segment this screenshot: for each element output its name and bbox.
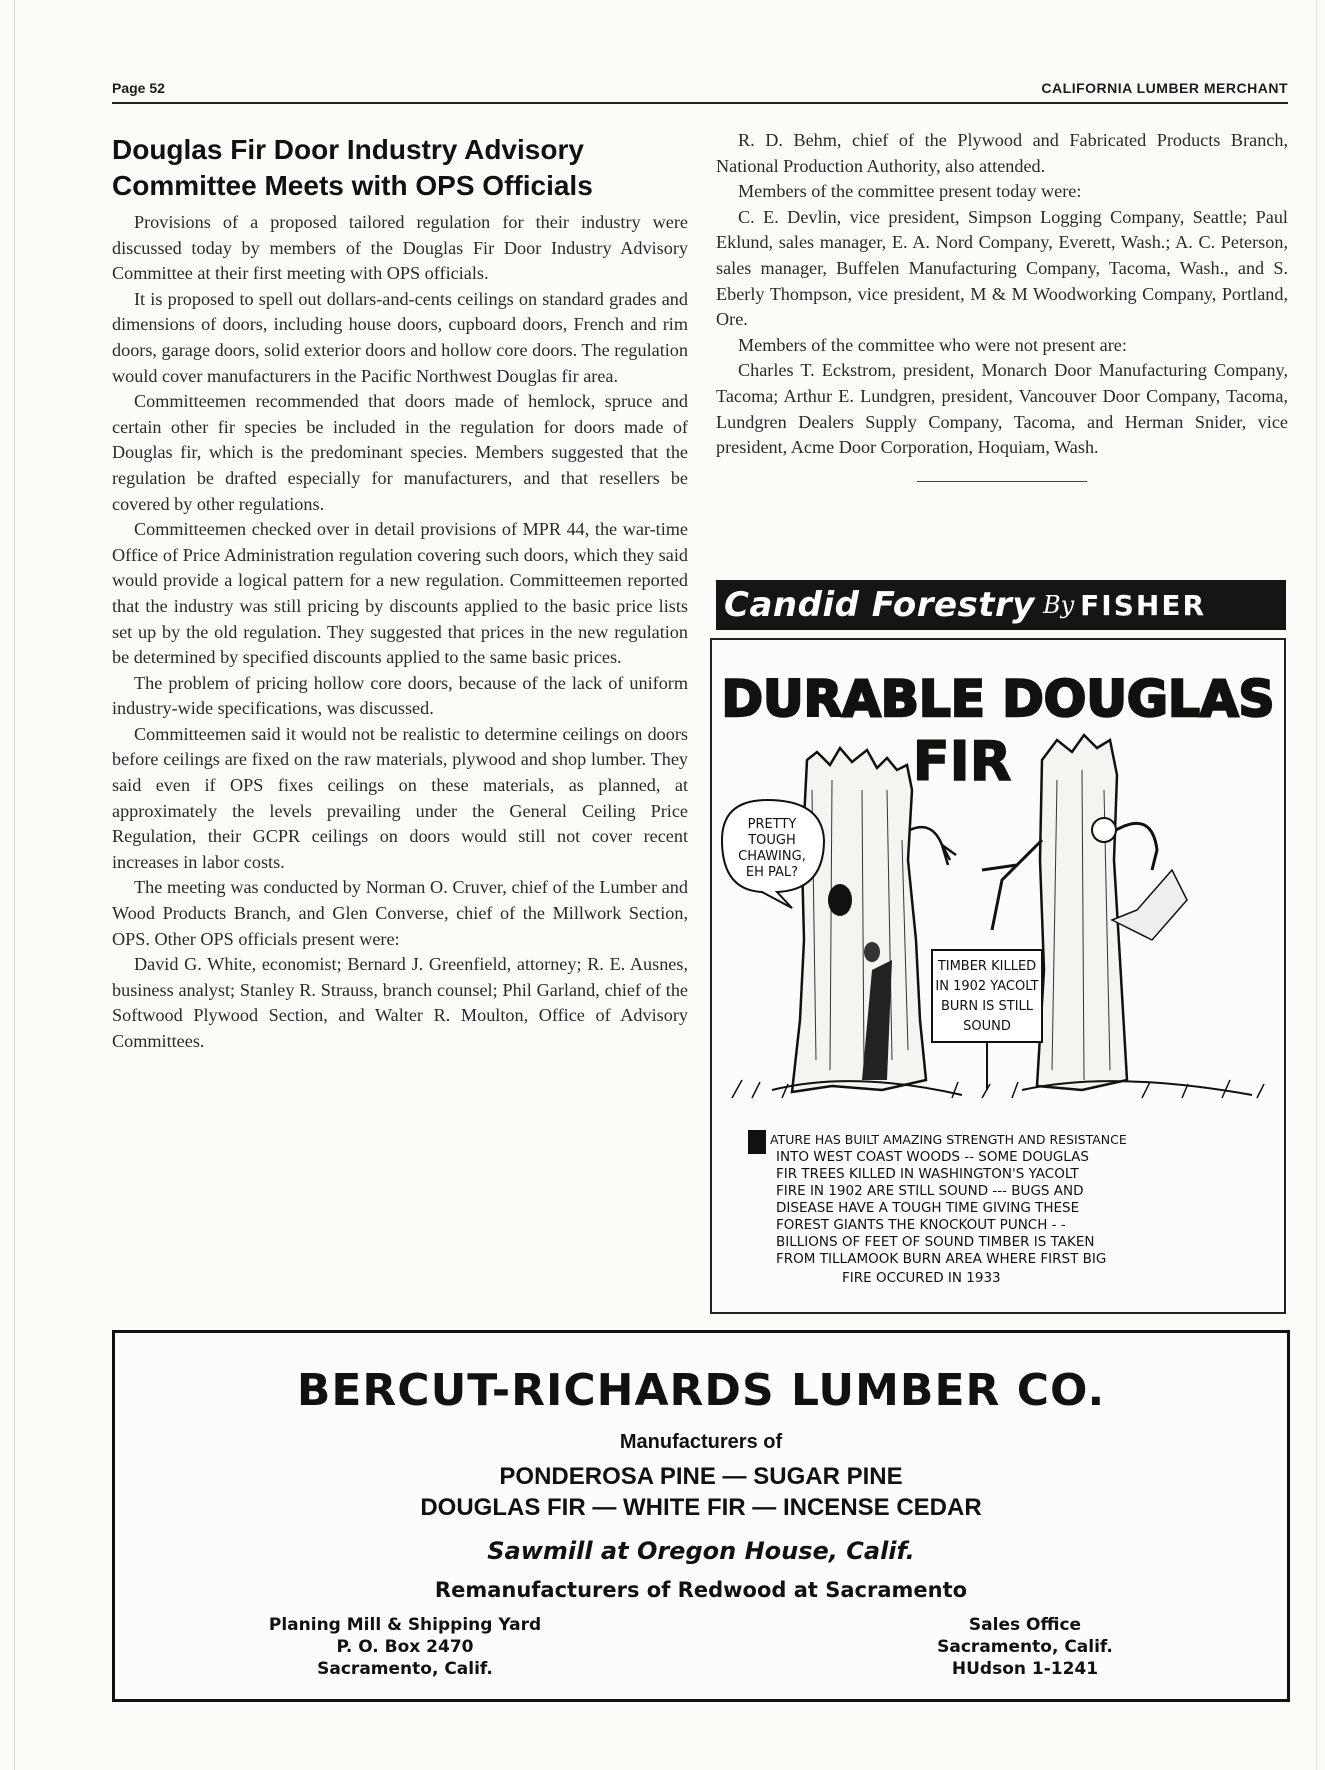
article-paragraph: R. D. Behm, chief of the Plywood and Fabricated Products Branch, National Production Authority, also attended. [716, 130, 1288, 176]
ad-products-line-1: PONDEROSA PINE — SUGAR PINE [499, 1463, 903, 1490]
cartoon-caption [748, 1130, 1127, 1286]
ad-remanufacturers: Remanufacturers of Redwood at Sacramento [434, 1578, 968, 1602]
article-paragraph: Committeemen recommended that doors made of hemlock, spruce and certain other fir species be included in the regulation for doors made of Douglas fir, which is the predominant species. Members suggested that the regulation be drafted especially for manufacturers, and that resellers be covered by other regulations. [112, 391, 688, 514]
headline-line-1: Douglas Fir Door Industry Advisory [112, 134, 584, 165]
caption-line: FOREST GIANTS THE KNOCKOUT PUNCH - - [776, 1217, 1066, 1233]
ad-address-line: P. O. Box 2470 [336, 1637, 474, 1657]
article-headline [112, 132, 688, 204]
running-head [112, 80, 1288, 104]
cartoon-drawing [712, 640, 1284, 1312]
ad-address-line: Planing Mill & Shipping Yard [268, 1615, 542, 1635]
cartoon-strip-title: Candid Forestry [724, 585, 1035, 625]
ad-address-right [905, 1614, 1145, 1680]
caption-initial: N [749, 1134, 765, 1154]
headline-line-2: Committee Meets with OPS Officials [112, 170, 593, 201]
cartoon-title-bar [716, 580, 1286, 630]
cartoon-artist: FISHER [1080, 588, 1207, 622]
ad-manufacturers-of: Manufacturers of [619, 1431, 783, 1453]
article-paragraph: Provisions of a proposed tailored regulation for their industry were discussed today by members of the Douglas Fir Door Industry Advisory Committee at their first meeting with OPS officials. [112, 212, 688, 284]
header-rule [112, 102, 1288, 104]
ad-address-line: HUdson 1-1241 [951, 1659, 1099, 1679]
page-edge [1316, 0, 1317, 1770]
page-number: Page 52 [112, 80, 165, 96]
caption-line: FROM TILLAMOOK BURN AREA WHERE FIRST BIG [776, 1251, 1107, 1267]
article-paragraph: Committeemen checked over in detail provisions of MPR 44, the war-time Office of Price Administration regulation covering such doors, which they said would provide a logical pattern for a new regulation. Committeemen reported that the industry was still pricing by discounts applied to the basic price lists set up by the old regulation. They suggested that prices in the new regulation be determined by specified discounts applied to the same basic prices. [112, 519, 688, 668]
publication-title: CALIFORNIA LUMBER MERCHANT [1041, 80, 1288, 96]
ad-company-name: BERCUT-RICHARDS LUMBER CO. [296, 1365, 1106, 1416]
speech-line: CHAWING, [738, 849, 806, 864]
ad-address-left [255, 1614, 555, 1680]
ad-address-line: Sacramento, Calif. [317, 1659, 493, 1679]
speech-line: EH PAL? [745, 865, 799, 880]
timber-sign [932, 950, 1042, 1090]
article-column-right [716, 128, 1288, 482]
cartoon-by: By [1042, 591, 1075, 619]
sign-line: SOUND [963, 1019, 1011, 1034]
speech-line: PRETTY [747, 817, 797, 832]
caption-line: ATURE HAS BUILT AMAZING STRENGTH AND RESISTANCE [770, 1132, 1127, 1147]
article-paragraph: The meeting was conducted by Norman O. Cruver, chief of the Lumber and Wood Products Branch, and Glen Converse, chief of the Millwork Section, OPS. Other OPS officials present were: [112, 877, 688, 949]
ad-address-line: Sales Office [968, 1615, 1082, 1635]
article-paragraph: Members of the committee who were not present are: [738, 334, 1127, 355]
article-paragraph: Members of the committee present today were: [738, 181, 1082, 202]
cartoon-title-line-2: FIR [912, 730, 1012, 793]
caption-line: DISEASE HAVE A TOUGH TIME GIVING THESE [776, 1200, 1080, 1216]
sign-line: BURN IS STILL [940, 999, 1034, 1014]
article-paragraph: It is proposed to spell out dollars-and-cents ceilings on standard grades and dimensions of doors, including house doors, cupboard doors, French and rim doors, garage doors, solid exterior doors and hollow core doors. The regulation would cover manufacturers in the Pacific Northwest Douglas fir area. [112, 288, 688, 386]
article-paragraph: David G. White, economist; Bernard J. Greenfield, attorney; R. E. Ausnes, business analyst; Stanley R. Strauss, branch counsel; Phil Garland, chief of the Softwood Plywood Section, and Walter R. Moulton, Office of Advisory Committees. [112, 954, 688, 1051]
sign-line: TIMBER KILLED [937, 959, 1037, 974]
caption-line: INTO WEST COAST WOODS -- SOME DOUGLAS [776, 1149, 1089, 1165]
section-divider [917, 481, 1087, 482]
article-paragraph: Charles T. Eckstrom, president, Monarch Door Manufacturing Company, Tacoma; Arthur E. Lundgren, president, Vancouver Door Company, Tacoma, Lundgren Dealers Supply Company, Tacoma, and Herman Snider, vice president, Acme Door Corporation, Hoquiam, Wash. [716, 360, 1288, 458]
cartoon-panel [710, 638, 1286, 1314]
cartoon-title-line-1: DURABLE DOUGLAS [721, 670, 1275, 728]
caption-line: FIRE OCCURED IN 1933 [842, 1270, 1001, 1286]
speech-line: TOUGH [748, 833, 796, 848]
caption-line: FIRE IN 1902 ARE STILL SOUND --- BUGS AND [776, 1183, 1084, 1199]
ad-products-line-2: DOUGLAS FIR — WHITE FIR — INCENSE CEDAR [420, 1494, 982, 1521]
article-paragraph: The problem of pricing hollow core doors, because of the lack of uniform industry-wide specifications, was discussed. [112, 672, 688, 719]
ad-address-line: Sacramento, Calif. [937, 1637, 1113, 1657]
sign-line: IN 1902 YACOLT [935, 979, 1039, 994]
ad-sawmill: Sawmill at Oregon House, Calif. [487, 1537, 915, 1565]
advertisement [112, 1330, 1290, 1702]
article-paragraph: C. E. Devlin, vice president, Simpson Logging Company, Seattle; Paul Eklund, sales manager, E. A. Nord Company, Everett, Wash.; A. C. Peterson, sales manager, Buffelen Manufacturing Company, Tacoma, Wash., and S. Eberly Thompson, vice president, M & M Woodworking Company, Portland, Ore. [716, 206, 1288, 330]
page-edge [14, 0, 15, 1770]
caption-line: BILLIONS OF FEET OF SOUND TIMBER IS TAKEN [776, 1234, 1095, 1250]
article-paragraph: Committeemen said it would not be realistic to determine ceilings on doors before ceilings are fixed on the raw materials, plywood and shop lumber. They said even if OPS fixes ceilings on these materials, as planned, at approximately the levels prevailing under the General Ceiling Price Regulation, their GCPR ceilings on doors would still not cover recent increases in labor costs. [112, 723, 688, 872]
caption-line: FIR TREES KILLED IN WASHINGTON'S YACOLT [776, 1166, 1079, 1182]
article-column-left [112, 128, 688, 1055]
